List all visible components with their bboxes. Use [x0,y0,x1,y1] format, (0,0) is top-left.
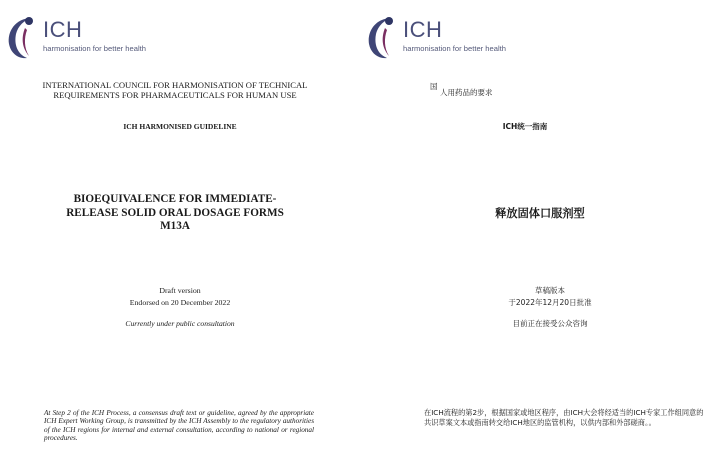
document-title: 释放固体口服剂型 [495,207,585,220]
consultation-status: 目前正在接受公众咨询 [512,319,588,328]
endorsed-date: 于2022年12月20日批准 [508,298,592,307]
logo-wordmark: ICH [403,17,443,42]
council-line-2: REQUIREMENTS FOR PHARMACEUTICALS FOR HUMAN USE [53,89,297,100]
council-name [30,81,320,100]
title-line-2: RELEASE SOLID ORAL DOSAGE FORMS [66,206,284,219]
logo-wordmark: ICH [43,17,83,42]
step-footnote: At Step 2 of the ICH Process, a consensus draft text or guideline, agreed by the appropriate ICH Expert Working Group, is transmitted by the ICH Assembly to the regulatory authorities of the ICH regions for internal and external consultation, according to national or regional procedures. [44,409,314,443]
consultation-status: Currently under public consultation [125,319,235,328]
guideline-label: ICH HARMONISED GUIDELINE [123,122,237,131]
ich-logo [5,14,155,60]
logo-tagline: harmonisation for better health [403,44,506,53]
document-title [45,193,305,234]
version-label: 草稿版本 [535,286,565,295]
title-line-1: BIOEQUIVALENCE FOR IMMEDIATE- [73,193,277,205]
step-footnote: 在ICH流程的第2步，根据国家或地区程序，由ICH大会将经适当的ICH专家工作组同意的共识草案文本或指南转交给ICH地区的监管机构，以供内部和外部磋商。。 [424,408,704,427]
council-name-line-2: 人用药品的要求 [440,88,493,97]
council-name-line-1: 国 [430,82,438,91]
ich-logo-icon [5,14,41,60]
council-line-1: INTERNATIONAL COUNCIL FOR HARMONISATION OF TECHNICAL [42,80,308,90]
version-label: Draft version [159,286,201,295]
chinese-page [360,0,720,458]
ich-logo-icon [365,14,401,60]
title-line-3: M13A [160,220,190,232]
endorsed-date: Endorsed on 20 December 2022 [129,298,231,307]
guideline-label: ICH统一指南 [502,122,548,131]
logo-tagline: harmonisation for better health [43,44,146,53]
ich-logo [365,14,515,60]
